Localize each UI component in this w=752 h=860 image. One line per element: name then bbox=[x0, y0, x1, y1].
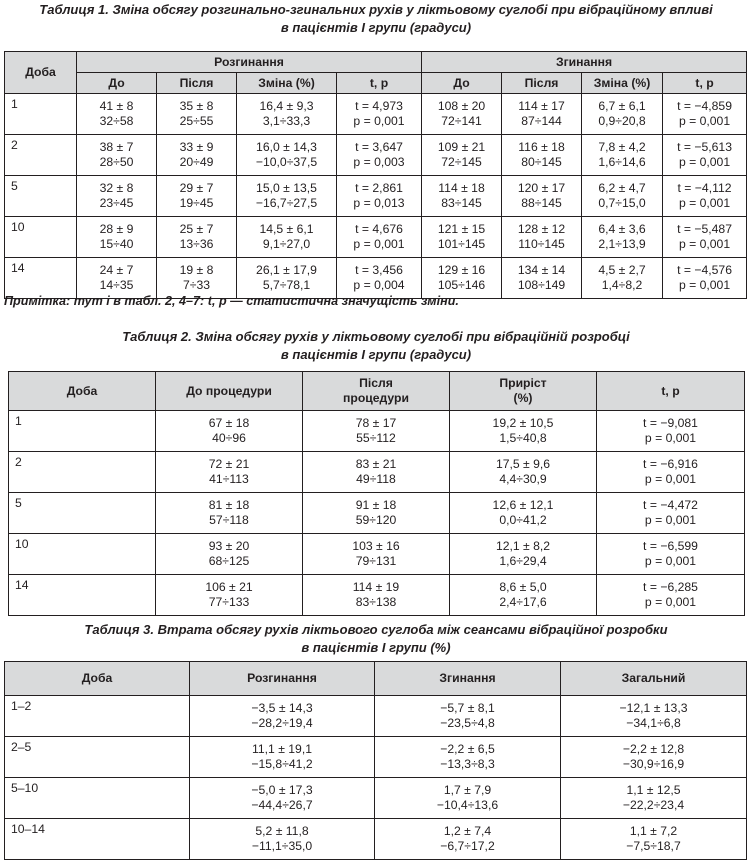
table2-caption-line1: Таблиця 2. Зміна обсягу рухів у ліктьовому суглобі при вібраційній розробці bbox=[122, 329, 630, 344]
table2-cell-before-line1: 93 ± 20 bbox=[208, 539, 250, 553]
table1-cell-ext-after-line2: 13÷36 bbox=[179, 237, 214, 251]
table2-cell-tp-line1: t = −9,081 bbox=[643, 416, 698, 430]
table3-cell-total-line1: −2,2 ± 12,8 bbox=[622, 742, 685, 756]
table1-cell-flex-tp bbox=[663, 176, 747, 217]
table3-cell-day: 2–5 bbox=[5, 737, 190, 778]
table-row bbox=[9, 575, 745, 616]
table3-cell-total bbox=[561, 778, 747, 819]
table1-cell-ext-tp bbox=[337, 94, 422, 135]
table3-cell-flexion bbox=[375, 819, 561, 860]
table1-cell-ext-change-line2: −16,7÷27,5 bbox=[255, 196, 318, 210]
table1-header-ext-change: Зміна (%) bbox=[237, 73, 337, 94]
table2-cell-tp bbox=[597, 493, 745, 534]
table1-cell-ext-change-line2: −10,0÷37,5 bbox=[255, 155, 318, 169]
table2-cell-before-line1: 106 ± 21 bbox=[205, 580, 253, 594]
table1-cell-flex-tp bbox=[663, 258, 747, 299]
table2-cell-gain bbox=[450, 575, 597, 616]
table1-header-ext-after: Після bbox=[157, 73, 237, 94]
table1-cell-day: 10 bbox=[5, 217, 77, 258]
table2-cell-gain-line2: 2,4÷17,6 bbox=[499, 595, 547, 609]
table2-cell-gain-line2: 1,6÷29,4 bbox=[499, 554, 547, 568]
table1-cell-flex-after-line1: 114 ± 17 bbox=[518, 99, 565, 113]
table3-cell-total-line1: 1,1 ± 7,2 bbox=[629, 824, 678, 838]
table2-cell-gain-line2: 4,4÷30,9 bbox=[499, 472, 547, 486]
table2-header-before: До процедури bbox=[156, 372, 303, 411]
table1-cell-flex-tp-line2: p = 0,001 bbox=[678, 155, 731, 169]
table1-cell-flex-change-line1: 6,4 ± 3,6 bbox=[598, 222, 646, 236]
table3-cell-extension bbox=[190, 737, 375, 778]
table1-cell-flex-change-line1: 7,8 ± 4,2 bbox=[598, 140, 646, 154]
table2-cell-before-line2: 40÷96 bbox=[212, 431, 246, 445]
table1-cell-flex-tp bbox=[663, 217, 747, 258]
table2-header-after bbox=[303, 372, 450, 411]
table2-cell-before bbox=[156, 411, 303, 452]
table1-cell-flex-after-line2: 80÷145 bbox=[521, 155, 562, 169]
table1-cell-ext-tp-line2: p = 0,001 bbox=[353, 114, 405, 128]
table1-cell-ext-tp-line2: p = 0,003 bbox=[353, 155, 405, 169]
table1-cell-ext-before-line1: 38 ± 7 bbox=[99, 140, 134, 154]
table1-cell-flex-tp-line2: p = 0,001 bbox=[678, 237, 731, 251]
table1-cell-flex-tp-line2: p = 0,001 bbox=[678, 114, 731, 128]
table1-cell-ext-tp-line1: t = 2,861 bbox=[355, 181, 403, 195]
table2-cell-before-line1: 72 ± 21 bbox=[208, 457, 250, 471]
table2-cell-before bbox=[156, 534, 303, 575]
table3-cell-day: 1–2 bbox=[5, 696, 190, 737]
table2-cell-tp-line2: p = 0,001 bbox=[644, 595, 697, 609]
table1-cell-flex-before bbox=[422, 94, 502, 135]
table2-cell-after-line2: 49÷118 bbox=[356, 472, 396, 486]
table1-cell-ext-change-line2: 3,1÷33,3 bbox=[262, 114, 311, 128]
table1-cell-ext-after-line1: 35 ± 8 bbox=[179, 99, 214, 113]
table1-cell-flex-change bbox=[582, 217, 663, 258]
table1-cell-ext-change-line1: 16,0 ± 14,3 bbox=[256, 140, 317, 154]
table1-cell-ext-after-line1: 19 ± 8 bbox=[179, 263, 214, 277]
table-row bbox=[5, 778, 747, 819]
table2-cell-after-line2: 59÷120 bbox=[355, 513, 397, 527]
table1-cell-ext-after-line2: 19÷45 bbox=[179, 196, 214, 210]
table3-cell-extension-line2: −11,1÷35,0 bbox=[251, 839, 313, 853]
table2-cell-gain-line1: 12,1 ± 8,2 bbox=[495, 539, 551, 553]
table-row bbox=[5, 696, 747, 737]
table-row bbox=[5, 819, 747, 860]
table1-cell-flex-before-line1: 121 ± 15 bbox=[437, 222, 486, 236]
table1-cell-ext-tp bbox=[337, 135, 422, 176]
table1-cell-ext-before bbox=[77, 135, 157, 176]
table1-cell-flex-tp bbox=[663, 135, 747, 176]
table1-cell-ext-after-line1: 33 ± 9 bbox=[179, 140, 214, 154]
table1-header-flexion: Згинання bbox=[422, 52, 747, 73]
table2-cell-gain-line1: 17,5 ± 9,6 bbox=[495, 457, 551, 471]
table1-cell-flex-change-line1: 4,5 ± 2,7 bbox=[598, 263, 646, 277]
table2-header-gain-line2: (%) bbox=[513, 391, 533, 405]
table-row bbox=[5, 217, 747, 258]
table3-cell-total-line2: −30,9÷16,9 bbox=[622, 757, 685, 771]
table1-header-extension: Розгинання bbox=[77, 52, 422, 73]
table1-cell-day: 14 bbox=[5, 258, 77, 299]
table1-cell-ext-after bbox=[157, 135, 237, 176]
table3-cell-flexion-line1: −2,2 ± 6,5 bbox=[440, 742, 495, 756]
table-row bbox=[9, 411, 745, 452]
table2-cell-tp-line2: p = 0,001 bbox=[644, 431, 697, 445]
table1-cell-ext-before bbox=[77, 176, 157, 217]
table1-cell-ext-before bbox=[77, 217, 157, 258]
table1-cell-ext-before-line2: 23÷45 bbox=[99, 196, 134, 210]
table1-cell-ext-tp-line1: t = 4,676 bbox=[355, 222, 403, 236]
table1-cell-flex-before-line2: 105÷146 bbox=[437, 278, 486, 292]
table2-cell-after-line1: 83 ± 21 bbox=[355, 457, 397, 471]
table1-cell-flex-after-line1: 134 ± 14 bbox=[517, 263, 566, 277]
table2-cell-tp-line1: t = −6,599 bbox=[643, 539, 698, 553]
table2-cell-tp bbox=[597, 534, 745, 575]
table3-cell-total-line1: 1,1 ± 12,5 bbox=[626, 783, 681, 797]
table1-cell-flex-before-line2: 72÷141 bbox=[441, 114, 482, 128]
table1-cell-day: 5 bbox=[5, 176, 77, 217]
table2-cell-after-line2: 55÷112 bbox=[356, 431, 396, 445]
table2-cell-tp-line2: p = 0,001 bbox=[644, 472, 697, 486]
table3-cell-flexion-line2: −13,3÷8,3 bbox=[440, 757, 495, 771]
table2-cell-before bbox=[156, 493, 303, 534]
table3-cell-extension bbox=[190, 696, 375, 737]
table1-cell-flex-change-line2: 2,1÷13,9 bbox=[598, 237, 646, 251]
table3-cell-flexion-line2: −10,4÷13,6 bbox=[436, 798, 499, 812]
table1-cell-flex-before-line1: 109 ± 21 bbox=[437, 140, 486, 154]
table2-header-gain bbox=[450, 372, 597, 411]
table1-cell-flex-after-line1: 120 ± 17 bbox=[517, 181, 566, 195]
table3-cell-flexion-line2: −23,5÷4,8 bbox=[440, 716, 495, 730]
table2-cell-after bbox=[303, 534, 450, 575]
table1-cell-flex-change-line1: 6,2 ± 4,7 bbox=[598, 181, 646, 195]
table2-cell-day: 1 bbox=[9, 411, 156, 452]
table2-cell-gain-line2: 1,5÷40,8 bbox=[499, 431, 547, 445]
table1-note: Примітка: тут і в табл. 2, 4–7: t, p — статистична значущість зміни. bbox=[4, 294, 459, 308]
table1-cell-ext-change bbox=[237, 135, 337, 176]
table3-cell-extension-line1: 11,1 ± 19,1 bbox=[252, 742, 312, 756]
table2-header-tp: t, p bbox=[597, 372, 745, 411]
table2-cell-after bbox=[303, 575, 450, 616]
table2-cell-gain-line1: 8,6 ± 5,0 bbox=[499, 580, 547, 594]
table1-cell-ext-change-line2: 9,1÷27,0 bbox=[262, 237, 311, 251]
table1-cell-flex-tp-line2: p = 0,001 bbox=[678, 196, 731, 210]
table2-cell-tp bbox=[597, 411, 745, 452]
table1-cell-ext-before-line1: 41 ± 8 bbox=[99, 99, 134, 113]
table1-cell-ext-after bbox=[157, 217, 237, 258]
table3-cell-extension-line1: −5,0 ± 17,3 bbox=[251, 783, 313, 797]
table3-cell-day: 5–10 bbox=[5, 778, 190, 819]
table2-cell-before-line2: 68÷125 bbox=[208, 554, 250, 568]
table2-header-after-line2: процедури bbox=[343, 391, 409, 405]
table1-cell-flex-before-line1: 129 ± 16 bbox=[437, 263, 486, 277]
table1-caption bbox=[0, 1, 752, 37]
table1-cell-flex-change-line2: 1,4÷8,2 bbox=[601, 278, 643, 292]
table1-cell-ext-after-line1: 25 ± 7 bbox=[179, 222, 214, 236]
table2-cell-tp-line1: t = −4,472 bbox=[643, 498, 698, 512]
table3-cell-extension-line2: −44,4÷26,7 bbox=[251, 798, 313, 812]
table3-caption-line2: в пацієнтів І групи (%) bbox=[301, 640, 451, 655]
table1-cell-ext-before bbox=[77, 94, 157, 135]
table-row bbox=[9, 493, 745, 534]
table1-cell-ext-change bbox=[237, 94, 337, 135]
table2-cell-before-line2: 77÷133 bbox=[208, 595, 250, 609]
table1-cell-flex-before-line1: 114 ± 18 bbox=[438, 181, 485, 195]
table3-cell-total-line2: −22,2÷23,4 bbox=[622, 798, 685, 812]
table2-cell-after bbox=[303, 452, 450, 493]
table1-cell-flex-change-line2: 1,6÷14,6 bbox=[598, 155, 646, 169]
table1-cell-flex-change-line2: 0,7÷15,0 bbox=[598, 196, 646, 210]
table1-cell-ext-before-line2: 14÷35 bbox=[99, 278, 134, 292]
table1-cell-flex-after bbox=[502, 258, 582, 299]
table1-cell-ext-tp-line1: t = 3,647 bbox=[355, 140, 403, 154]
table1-header-ext-before: До bbox=[77, 73, 157, 94]
table2-cell-gain bbox=[450, 452, 597, 493]
table1-cell-flex-before bbox=[422, 135, 502, 176]
table2-cell-gain-line1: 12,6 ± 12,1 bbox=[492, 498, 554, 512]
table1-cell-ext-before-line2: 32÷58 bbox=[99, 114, 134, 128]
table1-cell-ext-change-line1: 16,4 ± 9,3 bbox=[259, 99, 314, 113]
table1-cell-flex-after-line2: 110÷145 bbox=[518, 237, 565, 251]
table2-header-gain-line1: Приріст bbox=[499, 376, 547, 390]
table2-cell-after-line2: 83÷138 bbox=[355, 595, 397, 609]
table-row bbox=[5, 176, 747, 217]
table1-cell-flex-change bbox=[582, 135, 663, 176]
table3-cell-total bbox=[561, 737, 747, 778]
table2-cell-tp-line2: p = 0,001 bbox=[644, 554, 697, 568]
table-row bbox=[9, 534, 745, 575]
table1-cell-ext-after bbox=[157, 94, 237, 135]
table1-cell-flex-before-line2: 83÷145 bbox=[441, 196, 482, 210]
table1-cell-ext-before-line1: 24 ± 7 bbox=[99, 263, 134, 277]
table1-cell-flex-after-line2: 88÷145 bbox=[521, 196, 562, 210]
table1-caption-line2: в пацієнтів І групи (градуси) bbox=[280, 20, 472, 35]
table3-cell-flexion-line1: 1,2 ± 7,4 bbox=[443, 824, 492, 838]
table1-cell-ext-tp bbox=[337, 176, 422, 217]
table3-cell-flexion bbox=[375, 696, 561, 737]
table2-cell-tp bbox=[597, 575, 745, 616]
table1-cell-flex-after bbox=[502, 135, 582, 176]
table1-cell-flex-before bbox=[422, 176, 502, 217]
table1-cell-flex-tp-line2: p = 0,001 bbox=[678, 278, 731, 292]
table1-cell-flex-tp-line1: t = −5,613 bbox=[677, 140, 732, 154]
table3-cell-flexion-line1: −5,7 ± 8,1 bbox=[440, 701, 495, 715]
table2-cell-after-line1: 78 ± 17 bbox=[355, 416, 397, 430]
table1-cell-ext-before-line1: 32 ± 8 bbox=[99, 181, 134, 195]
table1-cell-flex-after-line2: 87÷144 bbox=[521, 114, 562, 128]
table1-cell-flex-change bbox=[582, 176, 663, 217]
table3-cell-flexion bbox=[375, 778, 561, 819]
table1-cell-ext-change bbox=[237, 176, 337, 217]
table3-cell-total bbox=[561, 819, 747, 860]
table1-cell-flex-after-line1: 128 ± 12 bbox=[517, 222, 566, 236]
table2-cell-after-line1: 114 ± 19 bbox=[352, 580, 400, 594]
table2-cell-before-line2: 57÷118 bbox=[209, 513, 249, 527]
table1-cell-flex-before bbox=[422, 217, 502, 258]
table2-cell-before-line1: 81 ± 18 bbox=[208, 498, 250, 512]
table1-cell-flex-tp-line1: t = −4,112 bbox=[677, 181, 732, 195]
table2-cell-tp-line1: t = −6,916 bbox=[643, 457, 698, 471]
table1-cell-ext-change-line1: 26,1 ± 17,9 bbox=[256, 263, 317, 277]
table1-cell-flex-after bbox=[502, 176, 582, 217]
table2-caption bbox=[0, 328, 752, 364]
table2-cell-tp-line2: p = 0,001 bbox=[644, 513, 697, 527]
table3-cell-extension-line1: 5,2 ± 11,8 bbox=[255, 824, 309, 838]
table3-cell-extension-line2: −15,8÷41,2 bbox=[251, 757, 313, 771]
table2-header-day: Доба bbox=[9, 372, 156, 411]
table1-cell-ext-tp bbox=[337, 217, 422, 258]
table1-cell-flex-before-line2: 101÷145 bbox=[437, 237, 486, 251]
table3-caption-line1: Таблиця 3. Втрата обсягу рухів ліктьового суглоба між сеансами вібраційної розробки bbox=[84, 622, 668, 637]
table1-cell-flex-after bbox=[502, 217, 582, 258]
table2-cell-before-line1: 67 ± 18 bbox=[208, 416, 250, 430]
table1-cell-flex-change bbox=[582, 94, 663, 135]
table1-cell-flex-after-line1: 116 ± 18 bbox=[518, 140, 565, 154]
table1-cell-flex-change-line1: 6,7 ± 6,1 bbox=[598, 99, 646, 113]
table1-header-flex-after: Після bbox=[502, 73, 582, 94]
table1-cell-flex-tp-line1: t = −5,487 bbox=[677, 222, 732, 236]
table2-caption-line2: в пацієнтів І групи (градуси) bbox=[280, 347, 472, 362]
table1-cell-ext-after-line2: 20÷49 bbox=[179, 155, 214, 169]
table2-cell-day: 5 bbox=[9, 493, 156, 534]
table1-caption-line1: Таблиця 1. Зміна обсягу розгинально-згинальних рухів у ліктьовому суглобі при вібраційному впливі bbox=[39, 2, 713, 17]
table1-header-flex-change: Зміна (%) bbox=[582, 73, 663, 94]
table3-cell-extension bbox=[190, 819, 375, 860]
table3-cell-total-line1: −12,1 ± 13,3 bbox=[619, 701, 688, 715]
table2-cell-gain bbox=[450, 493, 597, 534]
table3-header-day: Доба bbox=[5, 662, 190, 696]
table3-cell-total-line2: −34,1÷6,8 bbox=[626, 716, 681, 730]
table2-header-after-line1: Після bbox=[359, 376, 393, 390]
table1-cell-ext-before-line1: 28 ± 9 bbox=[99, 222, 134, 236]
table1-cell-ext-after-line2: 7÷33 bbox=[182, 278, 211, 292]
table1-cell-day: 1 bbox=[5, 94, 77, 135]
table3-cell-day: 10–14 bbox=[5, 819, 190, 860]
table1-cell-ext-tp-line2: p = 0,004 bbox=[353, 278, 405, 292]
table1-header-flex-before: До bbox=[422, 73, 502, 94]
table2-cell-after-line1: 91 ± 18 bbox=[355, 498, 397, 512]
table2-cell-after-line1: 103 ± 16 bbox=[352, 539, 400, 553]
table1-cell-flex-after-line2: 108÷149 bbox=[517, 278, 566, 292]
table1-cell-ext-change-line1: 14,5 ± 6,1 bbox=[259, 222, 314, 236]
table1-cell-ext-after-line2: 25÷55 bbox=[179, 114, 214, 128]
table3-cell-total bbox=[561, 696, 747, 737]
table2-cell-before-line2: 41÷113 bbox=[209, 472, 249, 486]
table3-cell-extension bbox=[190, 778, 375, 819]
table3-cell-extension-line2: −28,2÷19,4 bbox=[251, 716, 313, 730]
table1-cell-flex-change bbox=[582, 258, 663, 299]
table1-cell-flex-before-line2: 72÷145 bbox=[441, 155, 482, 169]
table1-cell-ext-before-line2: 15÷40 bbox=[99, 237, 134, 251]
table3-cell-extension-line1: −3,5 ± 14,3 bbox=[251, 701, 313, 715]
table2-cell-before bbox=[156, 452, 303, 493]
table1-cell-flex-before-line1: 108 ± 20 bbox=[437, 99, 486, 113]
table1-cell-ext-after bbox=[157, 176, 237, 217]
table1-cell-ext-change bbox=[237, 217, 337, 258]
table1-header-ext-tp: t, p bbox=[337, 73, 422, 94]
table3-cell-flexion bbox=[375, 737, 561, 778]
table2-cell-tp bbox=[597, 452, 745, 493]
table2-cell-gain-line2: 0,0÷41,2 bbox=[499, 513, 547, 527]
table2-cell-gain bbox=[450, 534, 597, 575]
table2-cell-before bbox=[156, 575, 303, 616]
table-row bbox=[5, 135, 747, 176]
table3-caption bbox=[0, 621, 752, 657]
table3-header-extension: Розгинання bbox=[190, 662, 375, 696]
table1-cell-flex-change-line2: 0,9÷20,8 bbox=[598, 114, 646, 128]
table-row bbox=[9, 452, 745, 493]
table3-cell-flexion-line1: 1,7 ± 7,9 bbox=[443, 783, 492, 797]
table1-cell-ext-after-line1: 29 ± 7 bbox=[179, 181, 214, 195]
table2-cell-day: 10 bbox=[9, 534, 156, 575]
table1-cell-ext-tp-line1: t = 4,973 bbox=[355, 99, 403, 113]
table-row bbox=[5, 737, 747, 778]
table1-header-day: Доба bbox=[5, 52, 77, 94]
table3-cell-total-line2: −7,5÷18,7 bbox=[626, 839, 681, 853]
table2 bbox=[8, 371, 745, 616]
table2-cell-after bbox=[303, 411, 450, 452]
table1-cell-ext-change-line2: 5,7÷78,1 bbox=[262, 278, 311, 292]
table3-header-flexion: Згинання bbox=[375, 662, 561, 696]
table2-cell-tp-line1: t = −6,285 bbox=[643, 580, 698, 594]
table3 bbox=[4, 661, 747, 860]
table1-cell-ext-before-line2: 28÷50 bbox=[99, 155, 134, 169]
table3-header-total: Загальний bbox=[561, 662, 747, 696]
table3-cell-flexion-line2: −6,7÷17,2 bbox=[440, 839, 495, 853]
table2-cell-day: 14 bbox=[9, 575, 156, 616]
table1-cell-flex-tp-line1: t = −4,859 bbox=[677, 99, 732, 113]
table2-cell-gain-line1: 19,2 ± 10,5 bbox=[492, 416, 554, 430]
table2-cell-gain bbox=[450, 411, 597, 452]
table1-cell-ext-tp-line2: p = 0,001 bbox=[353, 237, 405, 251]
table1-cell-ext-tp-line2: p = 0,013 bbox=[353, 196, 405, 210]
table1-cell-flex-after bbox=[502, 94, 582, 135]
table1-cell-ext-tp-line1: t = 3,456 bbox=[355, 263, 403, 277]
table1-header-flex-tp: t, p bbox=[663, 73, 747, 94]
table2-cell-after-line2: 79÷131 bbox=[355, 554, 397, 568]
table-row bbox=[5, 94, 747, 135]
table2-cell-day: 2 bbox=[9, 452, 156, 493]
table1-cell-day: 2 bbox=[5, 135, 77, 176]
table1 bbox=[4, 51, 747, 299]
table2-cell-after bbox=[303, 493, 450, 534]
table1-cell-flex-tp-line1: t = −4,576 bbox=[677, 263, 732, 277]
table1-cell-ext-change-line1: 15,0 ± 13,5 bbox=[256, 181, 317, 195]
table1-cell-flex-tp bbox=[663, 94, 747, 135]
